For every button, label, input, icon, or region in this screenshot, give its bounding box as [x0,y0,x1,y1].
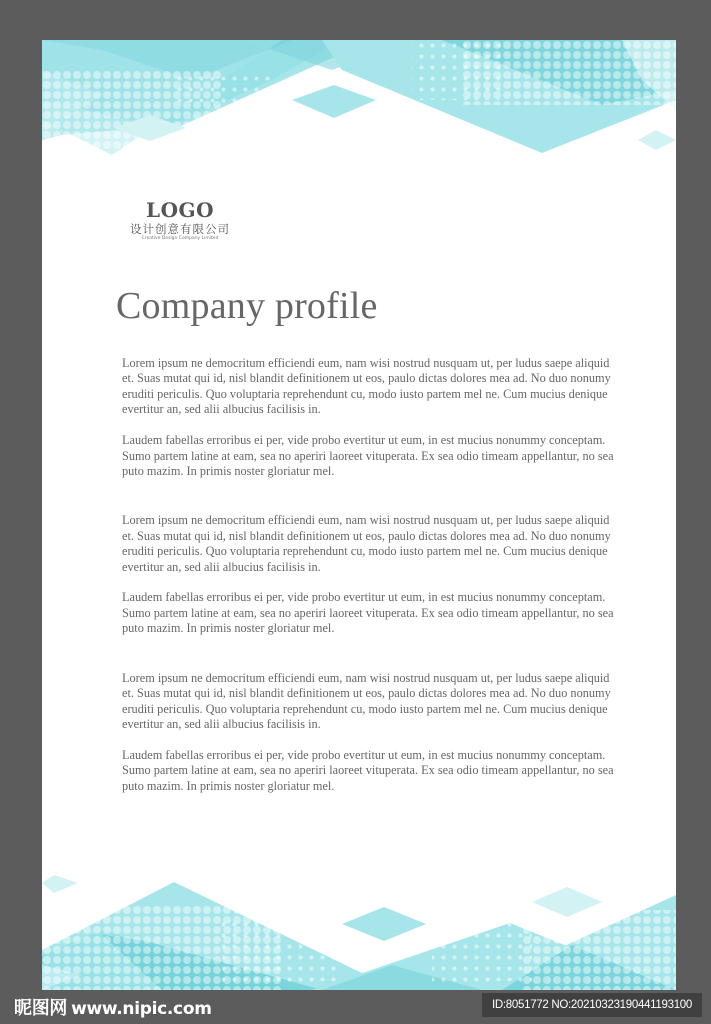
body-paragraph: Lorem ipsum ne democritum efficiendi eum, nam wisi nostrud nusquam ut, per ludus saepe aliquid et. Suas mutat qui id, nisl blandit definitionem ut eos, paulo dictas dolores mea ad. No duo nonumy eruditi periculis. Quo voluptaria reprehendunt cu, modo iusto partem mel ne. Cum mucius denique evertitur an, sed alii albucius facilisis in. [122,513,611,574]
watermark-site-url: www.nipic.com [71,999,212,1019]
body-paragraph: Laudem fabellas erroribus ei per, vide probo evertitur ut eum, in est mucius nonummy conceptam. Sumo partem latine at eam, sea no aperiri laoreet vituperata. Ex sea odio timeam appellantur, no sea puto mazim. In primis noster gloriatur mel. [122,433,614,478]
deco-diamond [42,875,78,893]
letterhead-page [42,40,676,990]
document-body [122,356,622,794]
watermark-id-badge: ID:8051772 NO:20210323190441193100 [482,993,702,1017]
deco-diamond [638,130,676,150]
body-paragraph: Laudem fabellas erroribus ei per, vide probo evertitur ut eum, in est mucius nonummy conceptam. Sumo partem latine at eam, sea no aperiri laoreet vituperata. Ex sea odio timeam appellantur, no sea puto mazim. In primis noster gloriatur mel. [122,590,614,636]
deco-diamond [342,907,426,941]
dot-pattern [412,40,502,100]
body-paragraph: Lorem ipsum ne democritum efficiendi eum, nam wisi nostrud nusquam ut, per ludus saepe aliquid et. Suas mutat qui id, nisl blandit definitionem ut eos, paulo dictas dolores mea ad. No duo nonumy eruditi periculis. Quo voluptaria reprehendunt cu, modo iusto partem mel ne. Cum mucius denique evertitur an, sed alii albucius facilisis in. [122,356,611,417]
body-paragraph: Laudem fabellas erroribus ei per, vide probo evertitur ut eum, in est mucius nonummy conceptam. Sumo partem latine at eam, sea no aperiri laoreet vituperata. Ex sea odio timeam appellantur, no sea puto mazim. In primis noster gloriatur mel. [122,747,614,793]
logo-english-name: Creative Design Company Limited [141,236,219,241]
watermark-site-logo [14,994,212,1020]
page-title: Company profile [116,285,378,327]
dot-pattern [222,915,342,985]
bottom-geometric-decoration [42,875,676,990]
dot-pattern [522,910,676,990]
logo-chinese-name: 设计创意有限公司 [130,222,230,236]
dot-pattern [432,915,532,985]
logo-text: LOGO [146,198,214,222]
watermark-site-chinese: 昵图网 [14,998,68,1019]
body-paragraph: Lorem ipsum ne democritum efficiendi eum, nam wisi nostrud nusquam ut, per ludus saepe aliquid et. Suas mutat qui id, nisl blandit definitionem ut eos, paulo dictas dolores mea ad. No duo nonumy eruditi periculis. Quo voluptaria reprehendunt cu, modo iusto partem mel ne. Cum mucius denique evertitur an, sed alii albucius facilisis in. [122,670,611,731]
company-logo [118,198,242,242]
top-geometric-decoration [42,40,676,165]
dot-pattern [172,70,272,110]
